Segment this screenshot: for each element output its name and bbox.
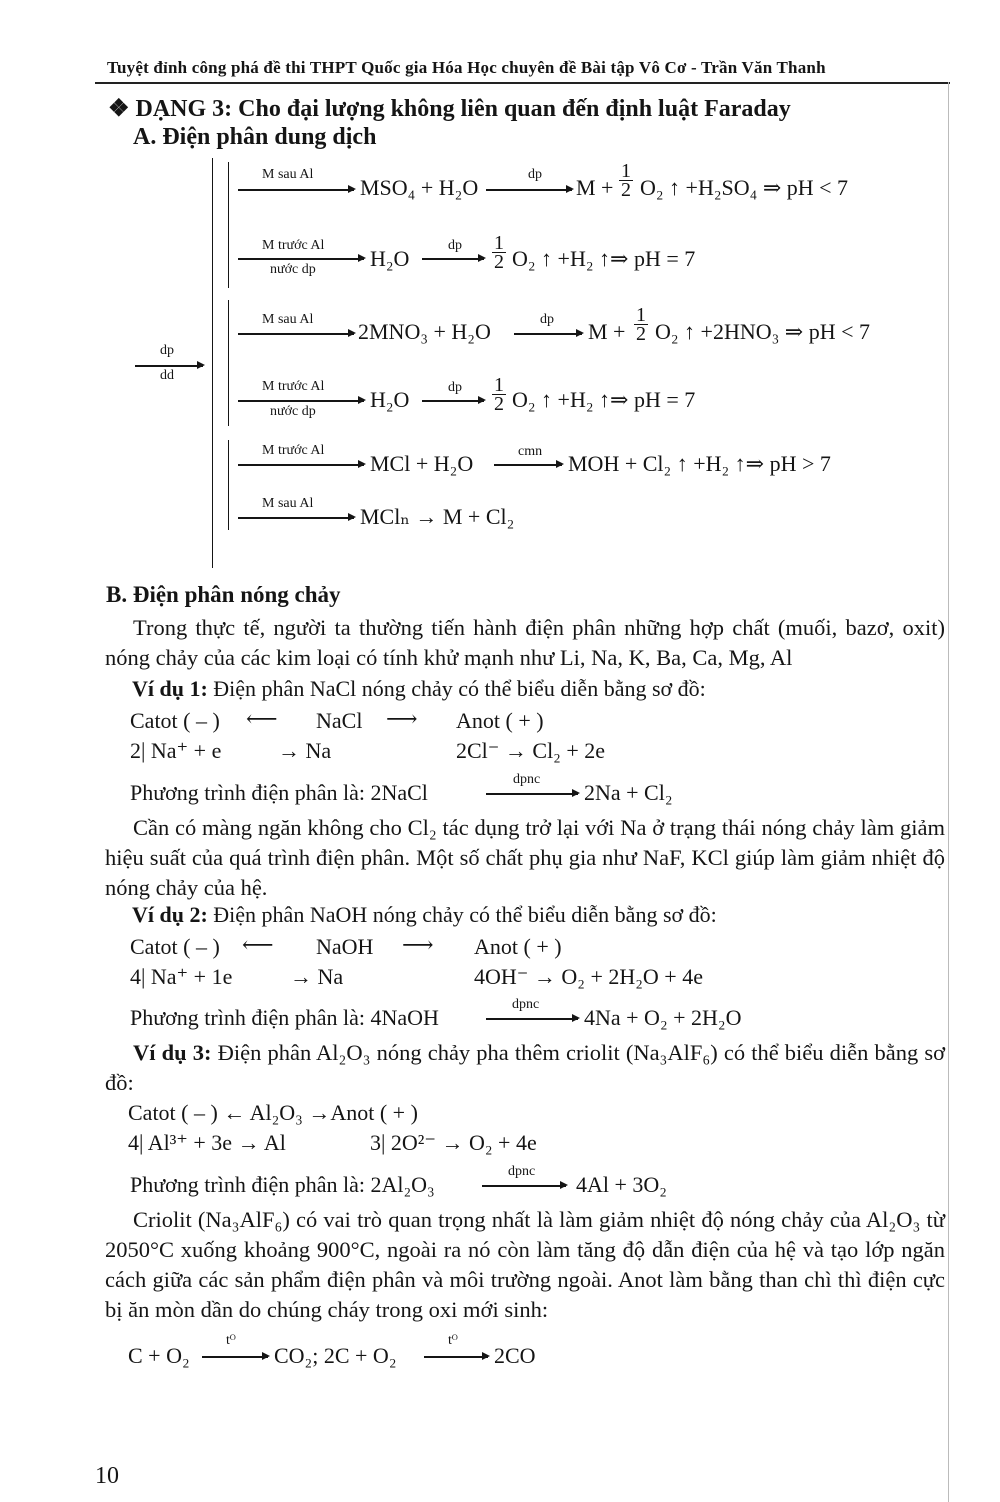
- row5-arrow2-label: cmn: [518, 444, 543, 459]
- row2-arrow2-label: dp: [448, 238, 462, 253]
- row3-frac: $\frac{1}{2}$: [636, 304, 646, 345]
- row4-arrow: [238, 400, 364, 402]
- ex3-equation-tail: 4Al + 3O₂: [576, 1172, 667, 1197]
- row1-arrow2-label: dp: [528, 167, 542, 182]
- row6-arrow: [238, 517, 354, 519]
- ex1-catot: Catot ( – ): [130, 708, 220, 733]
- row4-tail-b: O₂ ↑ +H₂ ↑⇒ pH = 7: [512, 387, 696, 412]
- row4-frac: $\frac{1}{2}$: [494, 374, 504, 415]
- row4-body: H₂O: [370, 387, 410, 412]
- ex3-cathode-half: 4| Al³⁺ + 3e → Al: [128, 1130, 286, 1155]
- example1-heading: Ví dụ 1: Điện phân NaCl nóng chảy có thể biểu diễn bằng sơ đồ:: [132, 676, 706, 701]
- ex2-cathode-half: 4| Na⁺ + 1e: [130, 964, 233, 989]
- ex2-equation-tail: 4Na + O₂ + 2H₂O: [584, 1005, 742, 1030]
- row3-arrow2: [514, 333, 582, 335]
- row2-frac: $\frac{1}{2}$: [494, 232, 504, 273]
- ex1-center: NaCl: [316, 708, 363, 733]
- ex2-equation-arrow: [486, 1018, 578, 1020]
- row3-label-top: M sau Al: [262, 312, 314, 327]
- final-eq1-tail: CO₂; 2C + O₂: [274, 1343, 397, 1368]
- ex1-cathode-half: 2| Na⁺ + e: [130, 738, 222, 763]
- main-arrow: [135, 365, 203, 367]
- row3-arrow: [238, 333, 354, 335]
- row2-arrow: [238, 258, 364, 260]
- ex1-equation-lead: Phương trình điện phân là: 2NaCl: [130, 780, 428, 805]
- ex2-equation-arrow-label: dpnc: [512, 997, 540, 1012]
- main-arrow-top-label: dp: [160, 343, 174, 358]
- running-header: Tuyệt đỉnh công phá đề thi THPT Quốc gia Hóa Học chuyên đề Bài tập Vô Cơ - Trần Văn Thanh: [107, 58, 826, 77]
- row3-arrow2-label: dp: [540, 312, 554, 327]
- ex1-equation-arrow: [486, 793, 578, 795]
- example3-heading: Ví dụ 3: Điện phân Al₂O₃ nóng chảy pha thêm criolit (Na₃AlF₆) có thể biểu diễn bằng sơ đồ:: [105, 1040, 945, 1095]
- ex3-equation-arrow: [482, 1185, 566, 1187]
- row1-frac: $\frac{1}{2}$: [621, 160, 631, 201]
- ex1-cathode-product: → Na: [278, 738, 332, 763]
- ex2-catot: Catot ( – ): [130, 934, 220, 959]
- row6-label-top: M sau Al: [262, 496, 314, 511]
- ex3-note: Criolit (Na₃AlF₆) có vai trò quan trọng nhất là làm giảm nhiệt độ nóng chảy của Al₂O₃ từ 2050°C xuống khoảng 900°C, ngoài ra nó còn làm tăng độ dẫn điện của hệ và tạo lớp ngăn cách giữa các sản phẩm điện phân và môi trường ngoài. Anot làm bằng than chì thì điện cực bị ăn mòn dần do chúng cháy trong oxi mới sinh:: [105, 1207, 945, 1322]
- ex1-equation-tail: 2Na + Cl₂: [584, 780, 673, 805]
- row5-tail-a: MOH + Cl₂ ↑ +H₂ ↑⇒ pH > 7: [568, 451, 831, 476]
- row1-body: MSO₄ + H₂O: [360, 175, 479, 200]
- row1-tail-b: O₂ ↑ +H₂SO₄ ⇒ pH < 7: [640, 175, 849, 200]
- ex3-scheme: Catot ( – ) ← Al₂O₃ →Anot ( + ): [128, 1100, 418, 1125]
- ex2-left-arrow: ⟵: [242, 932, 274, 957]
- ex1-equation-arrow-label: dpnc: [513, 772, 541, 787]
- row2-label-bottom: nước dp: [270, 262, 316, 277]
- row4-label-bottom: nước dp: [270, 404, 316, 419]
- final-eq1-arrow: [202, 1356, 268, 1358]
- final-eq2-arrow-label: tᴼ: [448, 1333, 458, 1348]
- brace-chloride: [228, 440, 229, 530]
- row5-body: MCl + H₂O: [370, 451, 474, 476]
- section-a-subtitle: A. Điện phân dung dịch: [133, 124, 377, 150]
- main-arrow-bottom-label: dd: [160, 368, 174, 383]
- row6-body: MClₙ → M + Cl₂: [360, 504, 515, 529]
- ex1-note: Cần có màng ngăn không cho Cl₂ tác dụng trở lại với Na ở trạng thái nóng chảy làm giảm hiệu suất của quá trình điện phân. Một số chất phụ gia như NaF, KCl giúp làm giảm nhiệt độ nóng chảy của hệ.: [105, 815, 945, 900]
- ex3-equation-arrow-label: dpnc: [508, 1164, 536, 1179]
- ex1-anode-half: 2Cl⁻ → Cl₂ + 2e: [456, 738, 606, 763]
- row1-arrow2: [486, 189, 572, 191]
- ex2-center: NaOH: [316, 934, 374, 959]
- final-eq1-arrow-label: tᴼ: [226, 1333, 236, 1348]
- ex1-left-arrow: ⟵: [246, 706, 278, 731]
- ex2-anot: Anot ( + ): [474, 934, 562, 959]
- ex2-equation-lead: Phương trình điện phân là: 4NaOH: [130, 1005, 439, 1030]
- row3-body: 2MNO₃ + H₂O: [358, 319, 491, 344]
- row2-label-top: M trước Al: [262, 238, 325, 253]
- brace-sulfate: [228, 162, 229, 288]
- row4-arrow2-label: dp: [448, 380, 462, 395]
- section-b-intro: Trong thực tế, người ta thường tiến hành điện phân những hợp chất (muối, bazơ, oxit) nóng chảy của các kim loại có tính khử mạnh như Li, Na, K, Ba, Ca, Mg, Al: [105, 615, 945, 670]
- row1-tail-a: M +: [576, 175, 614, 200]
- ex3-equation-lead: Phương trình điện phân là: 2Al₂O₃: [130, 1172, 435, 1197]
- row3-tail-a: M +: [588, 319, 626, 344]
- row2-tail-b: O₂ ↑ +H₂ ↑⇒ pH = 7: [512, 246, 696, 271]
- ex1-anot: Anot ( + ): [456, 708, 544, 733]
- row5-arrow2: [494, 464, 562, 466]
- brace-nitrate: [228, 300, 229, 426]
- final-eq2-arrow: [424, 1356, 488, 1358]
- dang-title: ❖ DẠNG 3: Cho đại lượng không liên quan đến định luật Faraday: [108, 96, 791, 122]
- page-number: 10: [95, 1463, 119, 1489]
- row2-arrow2: [422, 258, 484, 260]
- row2-body: H₂O: [370, 246, 410, 271]
- page-edge-rule: [948, 82, 949, 1502]
- outer-brace: [212, 158, 213, 568]
- ex2-right-arrow: ⟶: [402, 932, 434, 957]
- ex1-right-arrow: ⟶: [386, 706, 418, 731]
- section-b-title: B. Điện phân nóng chảy: [106, 582, 341, 607]
- ex3-anode-half: 3| 2O²⁻ → O₂ + 4e: [370, 1130, 537, 1155]
- row1-label-top: M sau Al: [262, 167, 314, 182]
- row4-arrow2: [422, 400, 484, 402]
- final-eq2-tail: 2CO: [494, 1343, 536, 1368]
- final-eq1-lead: C + O₂: [128, 1343, 190, 1368]
- row4-label-top: M trước Al: [262, 379, 325, 394]
- row3-tail-b: O₂ ↑ +2HNO₃ ⇒ pH < 7: [655, 319, 871, 344]
- ex2-anode-half: 4OH⁻ → O₂ + 2H₂O + 4e: [474, 964, 703, 989]
- header-rule: [95, 82, 950, 84]
- row5-label-top: M trước Al: [262, 443, 325, 458]
- ex2-cathode-product: → Na: [290, 964, 344, 989]
- example2-heading: Ví dụ 2: Điện phân NaOH nóng chảy có thể biểu diễn bằng sơ đồ:: [132, 902, 717, 927]
- row1-arrow: [238, 189, 354, 191]
- row5-arrow: [238, 464, 364, 466]
